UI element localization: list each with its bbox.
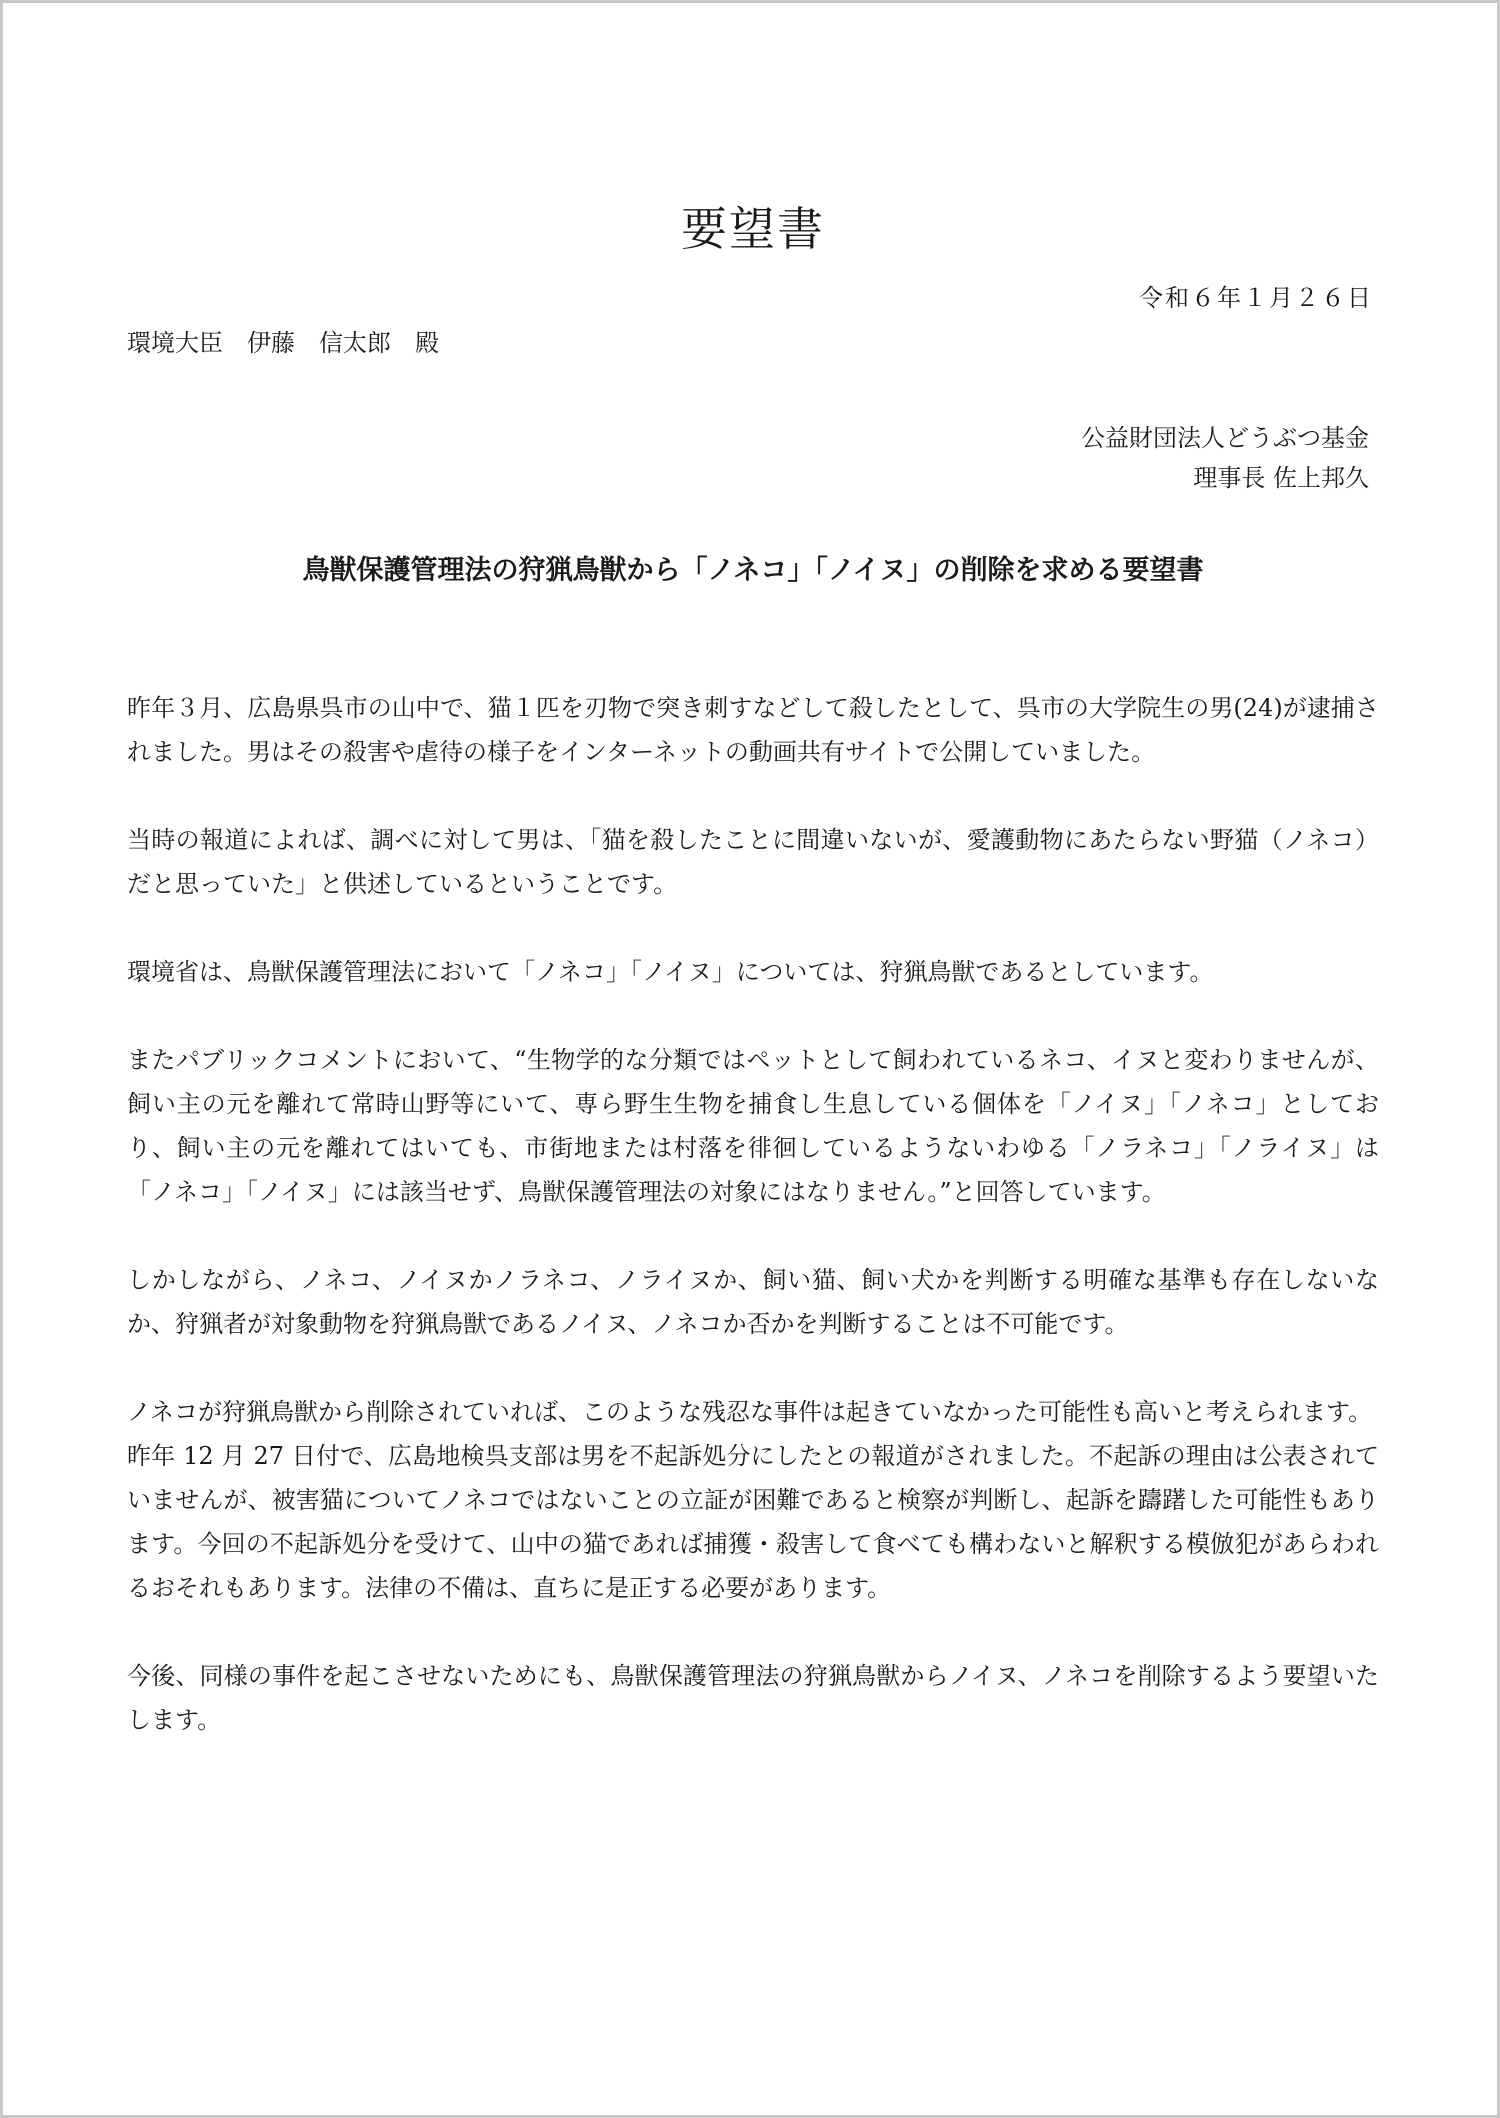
sender-organization: 公益財団法人どうぶつ基金 xyxy=(1081,424,1369,452)
sender-block xyxy=(1081,418,1369,498)
body-paragraph: しかしながら、ノネコ、ノイヌかノラネコ、ノライヌか、飼い猫、飼い犬かを判断する明確な基準も存在しないなか、狩猟者が対象動物を狩猟鳥獣であるノイヌ、ノネコか否かを判断することは不可能です。 xyxy=(127,1266,1379,1338)
body-paragraph: 昨年３月、広島県呉市の山中で、猫１匹を刃物で突き刺すなどして殺したとして、呉市の大学院生の男(24)が逮捕されました。男はその殺害や虐待の様子をインターネットの動画共有サイトで公開していました。 xyxy=(127,694,1379,766)
addressee: 環境大臣 伊藤 信太郎 殿 xyxy=(127,329,439,357)
body-paragraph: ノネコが狩猟鳥獣から削除されていれば、このような残忍な事件は起きていなかった可能性も高いと考えられます。 xyxy=(127,1398,1373,1426)
subject-heading: 鳥獣保護管理法の狩猟鳥獣から「ノネコ」「ノイヌ」の削除を求める要望書 xyxy=(302,555,1204,586)
document-date: 令和６年１月２６日 xyxy=(1139,284,1373,312)
body-paragraph: 環境省は、鳥獣保護管理法において「ノネコ」「ノイヌ」については、狩猟鳥獣であるとしています。 xyxy=(127,958,1214,986)
body-paragraph: またパブリックコメントにおいて、“生物学的な分類ではペットとして飼われているネコ、イヌと変わりませんが、飼い主の元を離れて常時山野等にいて、専ら野生生物を捕食し生息している個体を「ノイヌ」「ノネコ」としており、飼い主の元を離れてはいても、市街地または村落を徘徊しているようないわゆる「ノラネコ」「ノライヌ」は「ノネコ」「ノイヌ」には該当せず、鳥獣保護管理法の対象にはなりません。”と回答しています。 xyxy=(127,1046,1379,1206)
body-paragraph: 昨年 12 月 27 日付で、広島地検呉支部は男を不起訴処分にしたとの報道がされました。不起訴の理由は公表されていませんが、被害猫についてノネコではないことの立証が困難であると検察が判断し、起訴を躊躇した可能性もあります。今回の不起訴処分を受けて、山中の猫であれば捕獲・殺害して食べても構わないと解釈する模倣犯があらわれるおそれもあります。法律の不備は、直ちに是正する必要があります。 xyxy=(127,1442,1379,1602)
body-paragraph: 今後、同様の事件を起こさせないためにも、鳥獣保護管理法の狩猟鳥獣からノイヌ、ノネコを削除するよう要望いたします。 xyxy=(127,1662,1379,1734)
document-body xyxy=(127,686,1379,1786)
sender-representative: 理事長 佐上邦久 xyxy=(1193,464,1369,492)
document-title: 要望書 xyxy=(681,202,825,256)
body-paragraph: 当時の報道によれば、調べに対して男は、「猫を殺したことに間違いないが、愛護動物にあたらない野猫（ノネコ）だと思っていた」と供述しているということです。 xyxy=(127,826,1379,898)
